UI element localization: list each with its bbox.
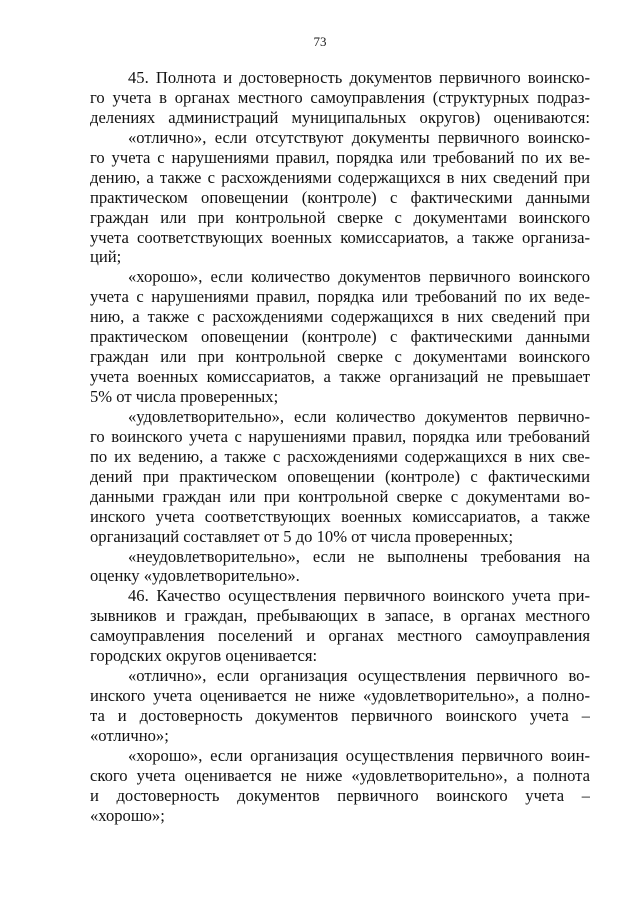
text-line: зывников и граждан, пребывающих в запасе, в органах местного <box>90 606 590 626</box>
text-line: ций; <box>90 247 122 267</box>
text-line: «неудовлетворительно», если не выполнены требования на <box>128 546 590 566</box>
text-line: делениях администраций муниципальных округов) оцениваются: <box>90 107 590 127</box>
text-line: оценку «удовлетворительно». <box>90 566 300 586</box>
text-line: граждан или при контрольной сверке с документами воинского <box>90 207 590 227</box>
text-line: практическом оповещении (контроле) с фактическими данными <box>90 187 590 207</box>
text-line: та и достоверность документов первичного воинского учета – <box>90 706 590 725</box>
text-line: 5% от числа проверенных; <box>90 387 279 406</box>
text-line: нию, а также с расхождениями содержащихся в них сведений при <box>90 307 590 327</box>
text-line: го учета с нарушениями правил, порядка или требований по их ве- <box>90 147 590 167</box>
text-line: практическом оповещении (контроле) с фактическими данными <box>90 327 590 347</box>
text-line: «хорошо», если организация осуществления первичного воин- <box>128 745 590 765</box>
text-line: учета военных комиссариатов, а также организаций не превышает <box>90 367 590 387</box>
text-line: ского учета оценивается не ниже «удовлетворительно», а полнота <box>90 765 590 785</box>
text-line: самоуправления поселений и органах местного самоуправления <box>90 626 590 646</box>
text-line: городских округов оценивается: <box>90 646 318 666</box>
text-line: «отлично»; <box>90 725 169 745</box>
text-line: го учета в органах местного самоуправления (структурных подраз- <box>90 87 590 107</box>
text-line: «отлично», если отсутствуют документы первичного воинско- <box>128 127 590 147</box>
text-line: го воинского учета с нарушениями правил, порядка или требований <box>90 426 590 446</box>
text-line: граждан или при контрольной сверке с документами воинского <box>90 347 590 367</box>
text-line: «хорошо», если количество документов первичного воинского <box>128 267 590 287</box>
text-line: «хорошо»; <box>90 805 165 825</box>
text-line: дению, а также с расхождениями содержащихся в них сведений при <box>90 167 590 187</box>
text-line: «удовлетворительно», если количество документов первично- <box>128 406 590 426</box>
text-line: учета соответствующих военных комиссариатов, а также организа- <box>90 227 590 247</box>
text-line: организаций составляет от 5 до 10% от числа проверенных; <box>90 526 514 546</box>
document-text-body <box>90 68 590 826</box>
page-number: 73 <box>313 34 327 49</box>
text-line: 46. Качество осуществления первичного воинского учета при- <box>128 586 590 606</box>
text-line: учета с нарушениями правил, порядка или требований по их веде- <box>90 287 590 307</box>
text-line: дений при практическом оповещении (контроле) с фактическими <box>90 466 590 486</box>
text-line: по их ведению, а также с расхождениями содержащихся в них све- <box>90 446 590 466</box>
text-line: данными граждан или при контрольной сверке с документами во- <box>90 486 590 506</box>
text-line: и достоверность документов первичного воинского учета – <box>90 785 590 805</box>
text-line: «отлично», если организация осуществления первичного во- <box>128 666 590 686</box>
text-line: инского учета соответствующих военных комиссариатов, а также <box>90 506 590 526</box>
text-line: 45. Полнота и достоверность документов первичного воинско- <box>128 68 590 87</box>
text-line: инского учета оценивается не ниже «удовлетворительно», а полно- <box>90 686 590 706</box>
